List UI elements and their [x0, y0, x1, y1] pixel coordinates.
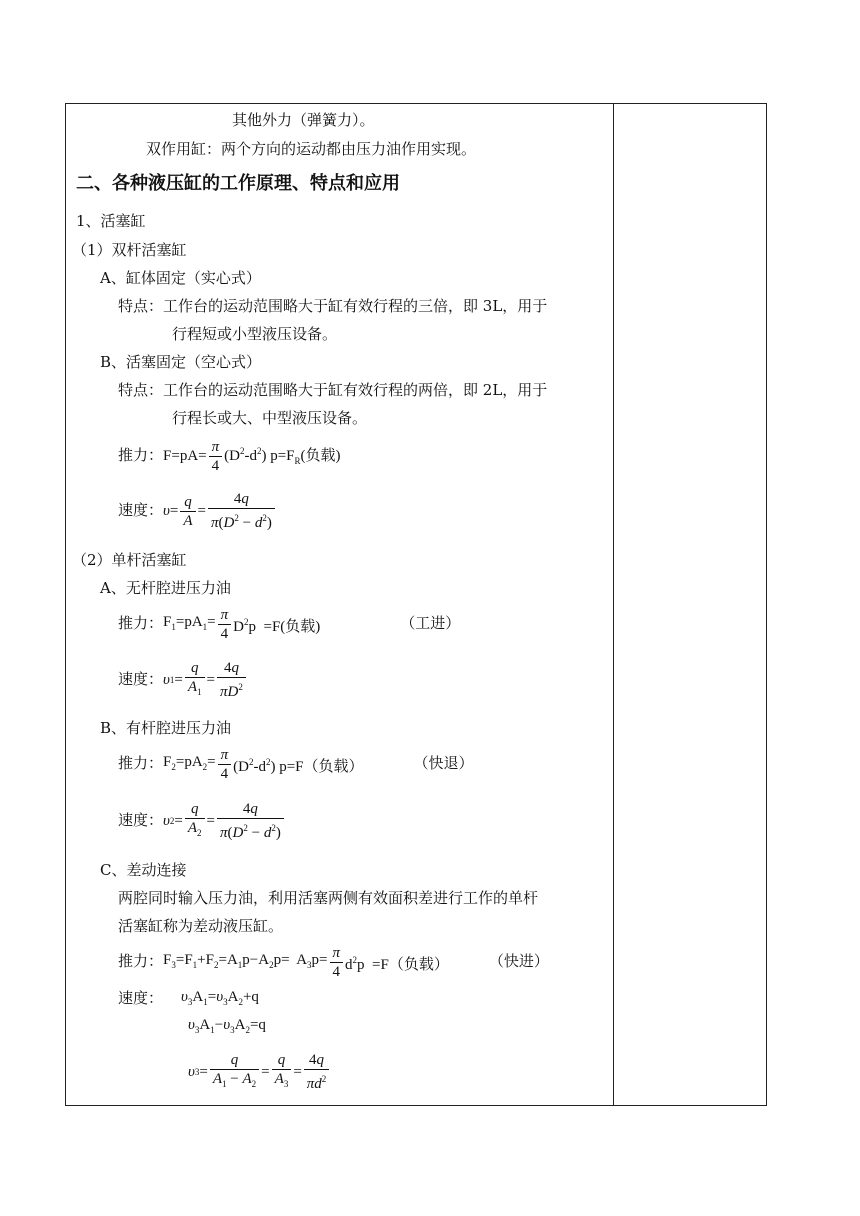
label: 推力： — [118, 756, 164, 772]
formula-thrust-rod: 推力： $F_2=pA_2=$ $\frac{\pi}{4}$ $(D^2-d^2)$ p=F（负载） （快退） — [118, 746, 474, 782]
text-line: 两腔同时输入压力油，利用活塞两侧有效面积差进行工作的单杆 — [118, 889, 539, 907]
main-column — [66, 104, 613, 1105]
text-line: 行程长或大、中型液压设备。 — [172, 409, 368, 427]
text-line: 特点：工作台的运动范围略大于缸有效行程的两倍，即 2L，用于 — [118, 381, 548, 399]
item-heading: C、差动连接 — [100, 861, 187, 879]
text-line: 活塞缸称为差动液压缸。 — [118, 917, 284, 935]
note: （工进） — [400, 616, 461, 632]
formula-speed-double: 速度： υ = $\frac{q}{A}$ = $\frac{4q}{\pi(D^2 - d^2)}$ — [118, 486, 277, 536]
text-line: 行程短或小型液压设备。 — [172, 325, 338, 343]
subsection-heading: （1）双杆活塞缸 — [72, 241, 187, 259]
item-heading: B、有杆腔进压力油 — [100, 719, 232, 737]
formula-speed-rod: 速度： υ 2 = $\frac{q}{A_2}$ = $\frac{4q}{\pi(D^2 - d^2)}$ — [118, 796, 286, 846]
section-heading: 二、各种液压缸的工作原理、特点和应用 — [76, 173, 400, 194]
text-line: 双作用缸：两个方向的运动都由压力油作用实现。 — [146, 140, 477, 158]
column-divider — [613, 104, 614, 1105]
item-heading: A、无杆腔进压力油 — [100, 579, 231, 597]
label: 速度： — [118, 503, 164, 519]
label: 推力： — [118, 616, 164, 632]
label: 速度： — [118, 813, 164, 829]
label: 速度： — [118, 991, 164, 1007]
subsection-heading: 1、活塞缸 — [76, 212, 146, 230]
label: 推力： — [118, 954, 164, 970]
text-line: 其他外力（弹簧力）。 — [232, 111, 375, 129]
document-table — [65, 103, 767, 1106]
pi: π — [209, 438, 223, 457]
text-line: 特点：工作台的运动范围略大于缸有效行程的三倍，即 3L，用于 — [118, 297, 548, 315]
note: （快退） — [413, 756, 474, 772]
formula-thrust-double: 推力： F=pA= $\frac{\pi}{4}$ $(D^2-d^2)$ $p=F_R$(负载) — [118, 438, 341, 474]
formula-speed-diff-3: υ 3 = $\frac{q}{A_1 - A_2}$ = $\frac{q}{A_3}$ = $\frac{4q}{\pi d^2}$ — [188, 1048, 331, 1096]
formula-thrust-rodless: 推力： $F_1=pA_1=$ $\frac{\pi}{4}$ $D^2p =F$(负载) （工进） — [118, 606, 461, 642]
formula-speed-diff-2: $\upsilon_3A_1-\upsilon_3A_2=q$ — [188, 1016, 266, 1035]
label: 速度： — [118, 672, 164, 688]
label: 推力： — [118, 448, 164, 464]
formula-speed-rodless: 速度： υ 1 = $\frac{q}{A_1}$ = $\frac{4q}{\pi D^2}$ — [118, 656, 248, 704]
formula-speed-diff-1: 速度： $\upsilon_3A_1=\upsilon_3A_2+q$ — [118, 988, 259, 1007]
note: （快进） — [488, 954, 549, 970]
formula-thrust-diff: 推力： $F_3=F_1+F_2=A_1p-A_2p= A_3p=$ $\frac{\pi}{4}$ $d^2p =F$（负载） （快进） — [118, 944, 549, 980]
item-heading: B、活塞固定（空心式） — [100, 353, 262, 371]
four: 4 — [211, 457, 220, 474]
item-heading: A、缸体固定（实心式） — [100, 269, 261, 287]
subsection-heading: （2）单杆活塞缸 — [72, 551, 187, 569]
